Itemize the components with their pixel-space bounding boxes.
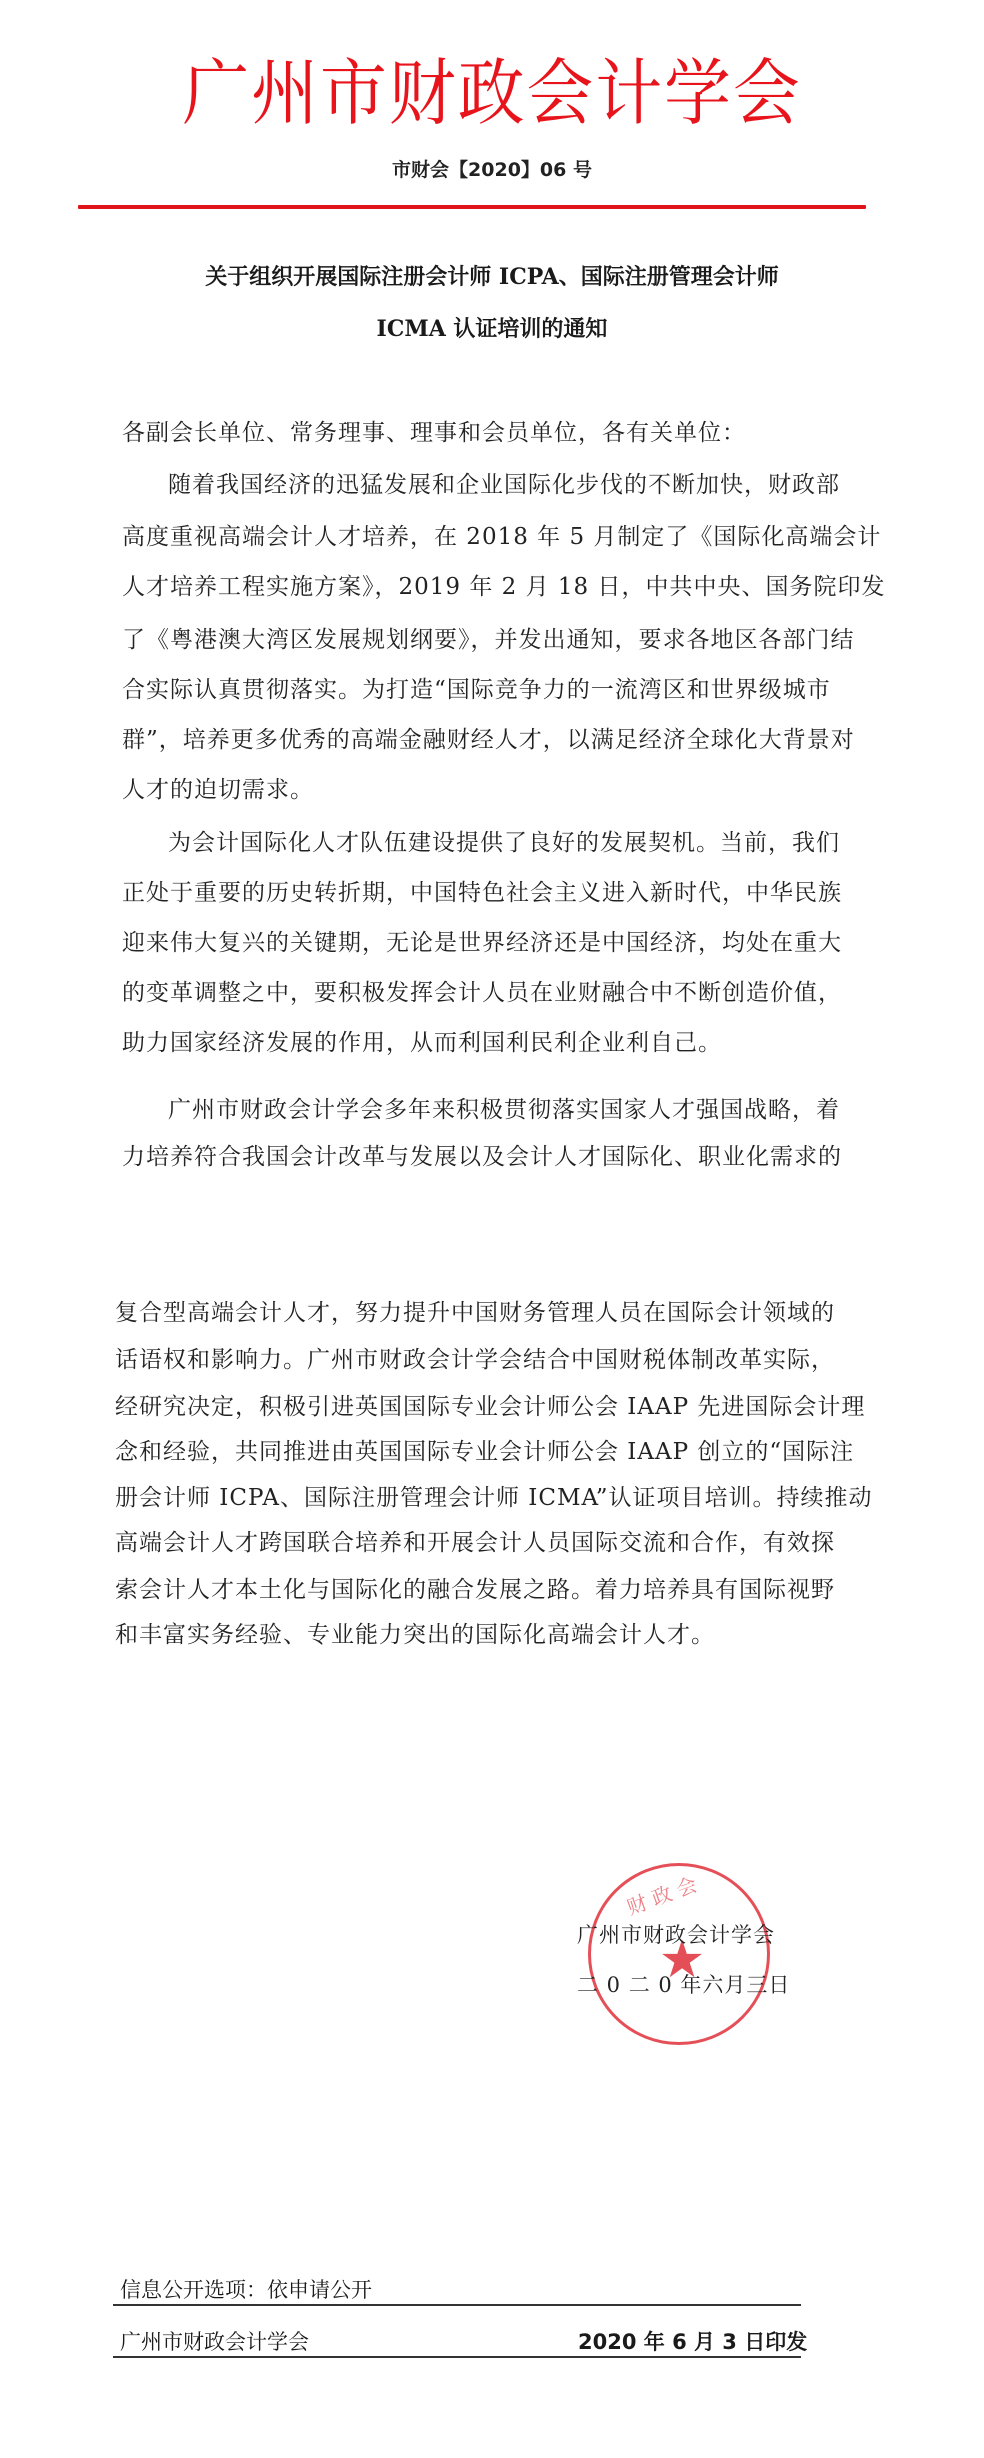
paragraph-1-line: 随着我国经济的迅猛发展和企业国际化步伐的不断加快，财政部 bbox=[168, 472, 840, 498]
paragraph-3-line: 念和经验，共同推进由英国国际专业会计师公会 IAAP 创立的“国际注 bbox=[115, 1439, 855, 1465]
signature-organization: 广州市财政会计学会 bbox=[577, 1923, 775, 1947]
footer-issue-date: 2020 年 6 月 3 日印发 bbox=[578, 2330, 808, 2354]
paragraph-2-line: 正处于重要的历史转折期，中国特色社会主义进入新时代，中华民族 bbox=[122, 880, 842, 906]
letterhead-title: 广州市财政会计学会 bbox=[182, 51, 802, 135]
notice-title-line-2: ICMA 认证培训的通知 bbox=[376, 316, 608, 342]
paragraph-3-line: 索会计人才本土化与国际化的融合发展之路。着力培养具有国际视野 bbox=[115, 1577, 835, 1603]
paragraph-1-line: 人才的迫切需求。 bbox=[122, 777, 314, 803]
paragraph-3-line: 经研究决定，积极引进英国国际专业会计师公会 IAAP 先进国际会计理 bbox=[115, 1394, 866, 1420]
salutation: 各副会长单位、常务理事、理事和会员单位，各有关单位： bbox=[122, 420, 746, 446]
paragraph-1-line: 人才培养工程实施方案》，2019 年 2 月 18 日，中共中央、国务院印发 bbox=[122, 574, 886, 600]
paragraph-1-line: 群”，培养更多优秀的高端金融财经人才，以满足经济全球化大背景对 bbox=[122, 727, 855, 753]
seal-star-icon: ★ bbox=[658, 1930, 706, 1990]
paragraph-3-line: 册会计师 ICPA、国际注册管理会计师 ICMA”认证项目培训。持续推动 bbox=[115, 1485, 873, 1511]
paragraph-3-line: 广州市财政会计学会多年来积极贯彻落实国家人才强国战略，着 bbox=[168, 1097, 840, 1123]
notice-title-line-1: 关于组织开展国际注册会计师 ICPA、国际注册管理会计师 bbox=[205, 264, 779, 290]
disclosure-option: 信息公开选项：依申请公开 bbox=[120, 2278, 372, 2302]
paragraph-2-line: 的变革调整之中，要积极发挥会计人员在业财融合中不断创造价值， bbox=[122, 980, 842, 1006]
seal-arc-text: 财 政 会 bbox=[623, 1872, 701, 1920]
footer-rule-2 bbox=[113, 2356, 801, 2358]
paragraph-3-line: 话语权和影响力。广州市财政会计学会结合中国财税体制改革实际， bbox=[115, 1347, 835, 1373]
footer-issuer: 广州市财政会计学会 bbox=[120, 2330, 309, 2354]
document-number: 市财会【2020】06 号 bbox=[392, 159, 592, 181]
paragraph-2-line: 为会计国际化人才队伍建设提供了良好的发展契机。当前，我们 bbox=[168, 830, 840, 856]
paragraph-1-line: 高度重视高端会计人才培养，在 2018 年 5 月制定了《国际化高端会计 bbox=[122, 524, 882, 550]
letterhead-red-divider bbox=[78, 205, 866, 209]
paragraph-1-line: 了《粤港澳大湾区发展规划纲要》，并发出通知，要求各地区各部门结 bbox=[122, 627, 855, 653]
paragraph-2-line: 迎来伟大复兴的关键期，无论是世界经济还是中国经济，均处在重大 bbox=[122, 930, 842, 956]
paragraph-3-line: 复合型高端会计人才，努力提升中国财务管理人员在国际会计领域的 bbox=[115, 1300, 835, 1326]
paragraph-3-line: 和丰富实务经验、专业能力突出的国际化高端会计人才。 bbox=[115, 1622, 715, 1648]
paragraph-2-line: 助力国家经济发展的作用，从而利国利民利企业利自己。 bbox=[122, 1030, 722, 1056]
footer-rule-1 bbox=[113, 2304, 801, 2306]
paragraph-1-line: 合实际认真贯彻落实。为打造“国际竞争力的一流湾区和世界级城市 bbox=[122, 677, 831, 703]
paragraph-3-line: 力培养符合我国会计改革与发展以及会计人才国际化、职业化需求的 bbox=[122, 1144, 842, 1170]
signature-date: 二 0 二 0 年六月三日 bbox=[577, 1973, 791, 1997]
paragraph-3-line: 高端会计人才跨国联合培养和开展会计人员国际交流和合作，有效探 bbox=[115, 1530, 835, 1556]
